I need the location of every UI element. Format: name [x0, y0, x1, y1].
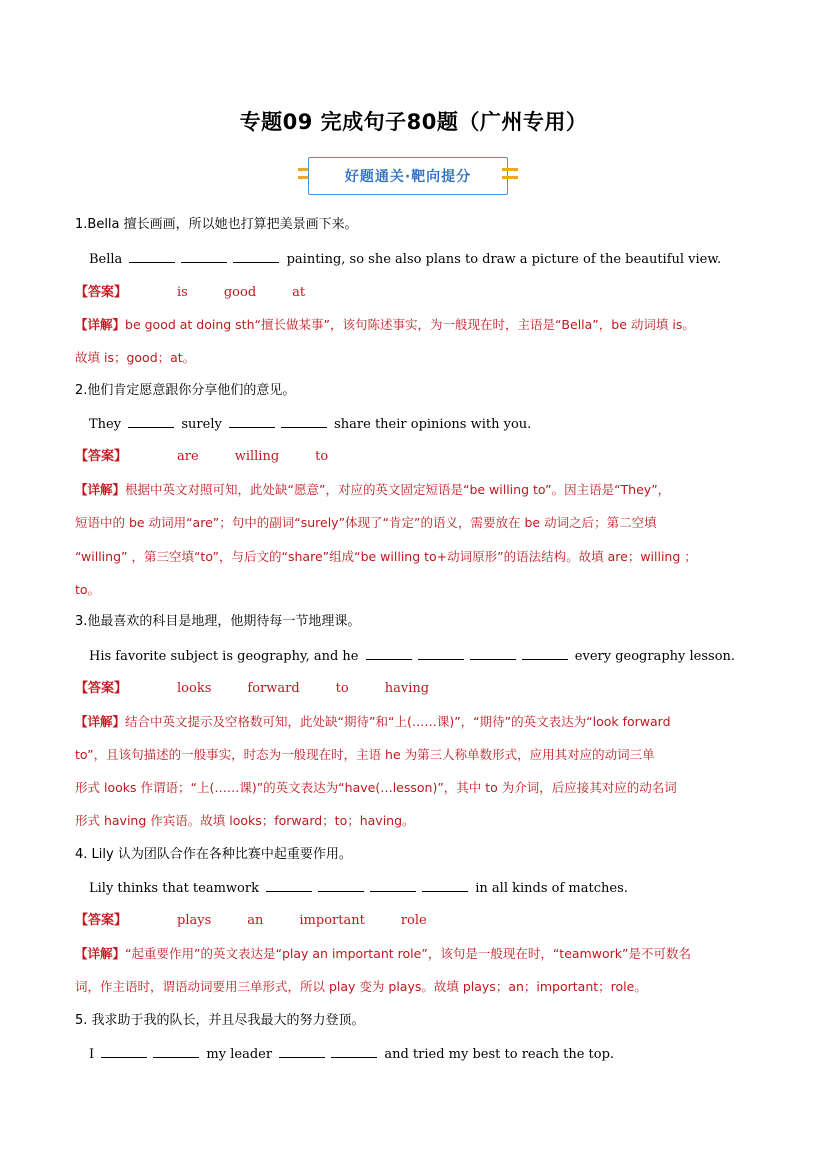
- answer-word: to: [315, 449, 329, 464]
- sentence-text: my leader: [206, 1047, 273, 1062]
- answer-blank[interactable]: [266, 879, 312, 892]
- detail-label: 【详解】: [75, 714, 126, 729]
- answer-blank[interactable]: [233, 250, 279, 263]
- question-4-detail-line: [75, 945, 691, 963]
- sentence-text: every geography lesson.: [574, 649, 736, 664]
- question-3-detail-line: to”，且该句描述的一般事实，时态为一般现在时，主语 he 为第三人称单数形式，应用其对应的动词三单: [75, 747, 655, 762]
- detail-label: 【详解】: [75, 946, 126, 961]
- answer-blank[interactable]: [281, 415, 327, 428]
- question-5-chinese: 5. 我求助于我的队长，并且尽我最大的努力登顶。: [75, 1013, 365, 1028]
- detail-text: 结合中英文提示及空格数可知，此处缺“期待”和“上(……课)”，“期待”的英文表达为“look forward: [125, 714, 671, 729]
- question-2-detail-line: to。: [75, 582, 101, 597]
- question-3-answer: [75, 680, 429, 698]
- answer-blank[interactable]: [153, 1045, 199, 1058]
- answer-blank[interactable]: [129, 250, 175, 263]
- answer-word: plays: [177, 913, 212, 928]
- detail-text: be good at doing sth“擅长做某事”，该句陈述事实，为一般现在时，主语是“Bella”，be 动词填 is。: [125, 317, 695, 332]
- sentence-text: share their opinions with you.: [334, 417, 532, 432]
- sentence-text: I: [89, 1047, 95, 1062]
- question-4-detail-line: 词，作主语时，谓语动词要用三单形式，所以 play 变为 plays。故填 plays；an；important；role。: [75, 979, 647, 994]
- answer-blank[interactable]: [522, 647, 568, 660]
- answer-blank[interactable]: [366, 647, 412, 660]
- answer-label: 【答案】: [75, 449, 128, 464]
- question-1-english: [89, 250, 721, 269]
- question-2-answer: [75, 448, 328, 466]
- answer-label: 【答案】: [75, 285, 128, 300]
- question-2-detail-line: 短语中的 be 动词用“are”；句中的副词“surely”体现了“肯定”的语义，需要放在 be 动词之后；第二空填: [75, 515, 657, 530]
- question-3-detail-line: 形式 looks 作谓语；“上(……课)”的英文表达为“have(…lesson)”，其中 to 为介词，后应接其对应的动名词: [75, 780, 677, 795]
- answer-word: having: [384, 681, 430, 696]
- question-4-english: [89, 879, 628, 898]
- page-title: 专题09 完成句子80题（广州专用）: [239, 110, 588, 134]
- detail-label: 【详解】: [75, 482, 126, 497]
- sentence-text: His favorite subject is geography, and he: [89, 649, 359, 664]
- question-2-detail-line: [75, 481, 670, 499]
- question-3-chinese: 3.他最喜欢的科目是地理，他期待每一节地理课。: [75, 614, 361, 629]
- answer-blank[interactable]: [370, 879, 416, 892]
- answer-word: to: [335, 681, 349, 696]
- question-2-english: [89, 415, 531, 434]
- question-1-detail-line: [75, 316, 695, 334]
- answer-blank[interactable]: [279, 1045, 325, 1058]
- question-2-chinese: 2.他们肯定愿意跟你分享他们的意见。: [75, 383, 296, 398]
- banner-text: 好题通关·靶向提分: [344, 169, 472, 185]
- sentence-text: surely: [181, 417, 222, 432]
- answer-word: good: [223, 285, 257, 300]
- detail-text: 根据中英文对照可知，此处缺“愿意”，对应的英文固定短语是“be willing to”。因主语是“They”，: [125, 482, 671, 497]
- answer-word: at: [292, 285, 306, 300]
- question-1-answer: [75, 284, 305, 302]
- answer-blank[interactable]: [181, 250, 227, 263]
- answer-word: an: [247, 913, 264, 928]
- answer-blank[interactable]: [422, 879, 468, 892]
- question-4-answer: [75, 912, 427, 930]
- answer-blank[interactable]: [470, 647, 516, 660]
- sentence-text: Bella: [89, 252, 123, 267]
- answer-word: forward: [247, 681, 300, 696]
- answer-blank[interactable]: [101, 1045, 147, 1058]
- answer-word: is: [177, 285, 188, 300]
- answer-blank[interactable]: [229, 415, 275, 428]
- answer-blank[interactable]: [331, 1045, 377, 1058]
- answer-word: role: [400, 913, 427, 928]
- question-2-detail-line: “willing” ，第三空填“to”，与后文的“share”组成“be willing to+动词原形”的语法结构。故填 are；willing ；: [75, 549, 697, 564]
- sentence-text: painting, so she also plans to draw a picture of the beautiful view.: [286, 252, 722, 267]
- question-3-detail-line: [75, 713, 671, 731]
- answer-label: 【答案】: [75, 681, 128, 696]
- section-banner: [298, 157, 518, 195]
- detail-label: 【详解】: [75, 317, 126, 332]
- question-1-chinese: 1.Bella 擅长画画，所以她也打算把美景画下来。: [75, 217, 358, 232]
- answer-label: 【答案】: [75, 913, 128, 928]
- question-3-english: [89, 647, 735, 666]
- banner-box: [308, 157, 508, 195]
- question-1-detail-line: 故填 is；good；at。: [75, 350, 196, 365]
- detail-text: “起重要作用”的英文表达是“play an important role”，该句是一般现在时，“teamwork”是不可数名: [125, 946, 691, 961]
- answer-blank[interactable]: [318, 879, 364, 892]
- sentence-text: Lily thinks that teamwork: [89, 881, 259, 896]
- sentence-text: They: [89, 417, 122, 432]
- banner-right-ornament: [502, 168, 518, 171]
- question-3-detail-line: 形式 having 作宾语。故填 looks；forward；to；having。: [75, 813, 415, 828]
- sentence-text: in all kinds of matches.: [475, 881, 628, 896]
- question-5-english: [89, 1045, 614, 1064]
- answer-word: looks: [177, 681, 212, 696]
- answer-blank[interactable]: [418, 647, 464, 660]
- answer-word: important: [299, 913, 365, 928]
- question-4-chinese: 4. Lily 认为团队合作在各种比赛中起重要作用。: [75, 847, 352, 862]
- banner-right-ornament-lower: [502, 176, 518, 179]
- sentence-text: and tried my best to reach the top.: [384, 1047, 615, 1062]
- answer-word: are: [177, 449, 199, 464]
- answer-word: willing: [234, 449, 280, 464]
- answer-blank[interactable]: [128, 415, 174, 428]
